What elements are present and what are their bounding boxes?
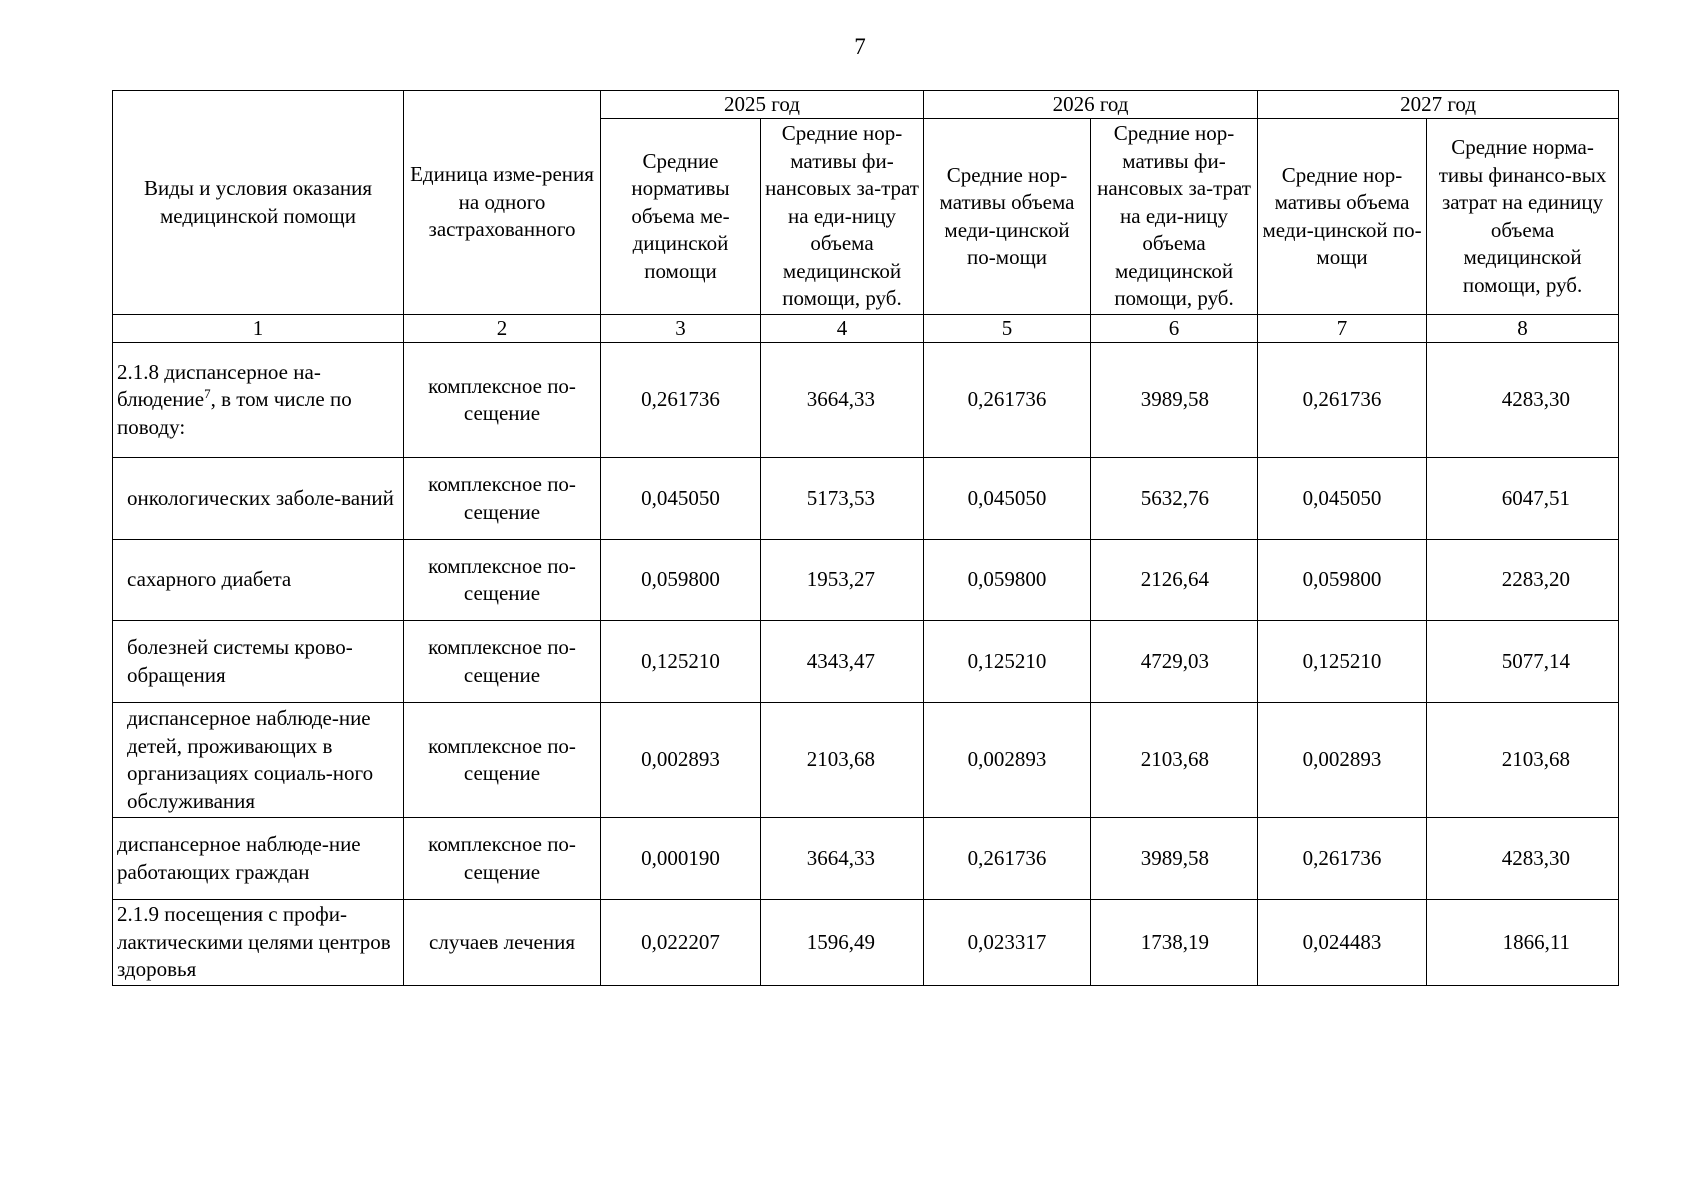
row-unit: комплексное по-сещение — [404, 818, 601, 900]
cell-volume-2026: 0,002893 — [924, 703, 1091, 818]
col-number: 1 — [113, 315, 404, 343]
cell-volume-2027: 0,125210 — [1258, 621, 1427, 703]
header-col-type: Виды и условия оказания медицинской помощи — [113, 91, 404, 315]
cell-volume-2026: 0,059800 — [924, 540, 1091, 621]
col-number: 8 — [1427, 315, 1619, 343]
cell-cost-2025: 5173,53 — [761, 458, 924, 540]
header-sub-c3: Средние нормативы объема ме-дицинской помощи — [601, 119, 761, 315]
cell-volume-2026: 0,125210 — [924, 621, 1091, 703]
cell-volume-2025: 0,125210 — [601, 621, 761, 703]
row-unit: комплексное по-сещение — [404, 621, 601, 703]
row-label: онкологических заболе-ваний — [113, 458, 404, 540]
cell-cost-2027: 1866,11 — [1427, 900, 1619, 986]
col-number: 6 — [1091, 315, 1258, 343]
cell-volume-2027: 0,059800 — [1258, 540, 1427, 621]
table-row — [113, 458, 1619, 540]
cell-volume-2025: 0,002893 — [601, 703, 761, 818]
header-year-2025: 2025 год — [601, 91, 924, 119]
row-label: диспансерное наблюде-ние детей, проживающих в организациях социаль-ного обслуживания — [113, 703, 404, 818]
row-label: диспансерное наблюде-ние работающих граждан — [113, 818, 404, 900]
norms-table — [112, 90, 1619, 986]
cell-volume-2027: 0,261736 — [1258, 343, 1427, 458]
cell-volume-2025: 0,022207 — [601, 900, 761, 986]
cell-cost-2025: 3664,33 — [761, 818, 924, 900]
table-row — [113, 540, 1619, 621]
header-sub-c7: Средние нор-мативы объема меди-цинской по-мощи — [1258, 119, 1427, 315]
cell-cost-2026: 5632,76 — [1091, 458, 1258, 540]
cell-cost-2025: 2103,68 — [761, 703, 924, 818]
col-number: 4 — [761, 315, 924, 343]
header-sub-c5: Средние нор-мативы объема меди-цинской по-мощи — [924, 119, 1091, 315]
header-col-unit: Единица изме-рения на одного застрахованного — [404, 91, 601, 315]
cell-volume-2025: 0,261736 — [601, 343, 761, 458]
cell-cost-2027: 4283,30 — [1427, 343, 1619, 458]
cell-cost-2026: 3989,58 — [1091, 343, 1258, 458]
row-label: болезней системы крово-обращения — [113, 621, 404, 703]
col-number: 7 — [1258, 315, 1427, 343]
cell-cost-2026: 1738,19 — [1091, 900, 1258, 986]
cell-volume-2026: 0,261736 — [924, 818, 1091, 900]
row-label: 2.1.9 посещения с профи-лактическими целями центров здоровья — [113, 900, 404, 986]
header-sub-c4: Средние нор-мативы фи-нансовых за-трат на еди-ницу объема медицинской помощи, руб. — [761, 119, 924, 315]
cell-volume-2027: 0,024483 — [1258, 900, 1427, 986]
cell-cost-2025: 1596,49 — [761, 900, 924, 986]
cell-volume-2026: 0,023317 — [924, 900, 1091, 986]
cell-cost-2026: 2126,64 — [1091, 540, 1258, 621]
cell-volume-2027: 0,261736 — [1258, 818, 1427, 900]
row-unit: комплексное по-сещение — [404, 540, 601, 621]
cell-volume-2027: 0,045050 — [1258, 458, 1427, 540]
row-label: 2.1.8 диспансерное на-блюдение$^7$, в том числе по поводу: — [113, 343, 404, 458]
header-row-numbers — [113, 315, 1619, 343]
header-year-2026: 2026 год — [924, 91, 1258, 119]
row-unit: комплексное по-сещение — [404, 703, 601, 818]
cell-cost-2025: 3664,33 — [761, 343, 924, 458]
row-label: сахарного диабета — [113, 540, 404, 621]
header-sub-c6: Средние нор-мативы фи-нансовых за-трат на еди-ницу объема медицинской помощи, руб. — [1091, 119, 1258, 315]
cell-volume-2025: 0,000190 — [601, 818, 761, 900]
header-sub-c8: Средние норма-тивы финансо-вых затрат на единицу объема медицинской помощи, руб. — [1427, 119, 1619, 315]
row-unit: комплексное по-сещение — [404, 343, 601, 458]
cell-cost-2027: 5077,14 — [1427, 621, 1619, 703]
cell-cost-2025: 4343,47 — [761, 621, 924, 703]
header-row-years — [113, 91, 1619, 119]
cell-volume-2025: 0,059800 — [601, 540, 761, 621]
table-row — [113, 343, 1619, 458]
table-row — [113, 621, 1619, 703]
cell-cost-2026: 2103,68 — [1091, 703, 1258, 818]
cell-volume-2026: 0,261736 — [924, 343, 1091, 458]
table-row — [113, 818, 1619, 900]
cell-cost-2027: 6047,51 — [1427, 458, 1619, 540]
cell-cost-2027: 2283,20 — [1427, 540, 1619, 621]
cell-volume-2026: 0,045050 — [924, 458, 1091, 540]
col-number: 2 — [404, 315, 601, 343]
cell-volume-2025: 0,045050 — [601, 458, 761, 540]
cell-cost-2026: 3989,58 — [1091, 818, 1258, 900]
cell-cost-2025: 1953,27 — [761, 540, 924, 621]
cell-volume-2027: 0,002893 — [1258, 703, 1427, 818]
table-row — [113, 703, 1619, 818]
row-unit: случаев лечения — [404, 900, 601, 986]
cell-cost-2026: 4729,03 — [1091, 621, 1258, 703]
row-unit: комплексное по-сещение — [404, 458, 601, 540]
table-row — [113, 900, 1619, 986]
col-number: 5 — [924, 315, 1091, 343]
page-number: 7 — [854, 34, 866, 59]
col-number: 3 — [601, 315, 761, 343]
cell-cost-2027: 2103,68 — [1427, 703, 1619, 818]
header-year-2027: 2027 год — [1258, 91, 1619, 119]
cell-cost-2027: 4283,30 — [1427, 818, 1619, 900]
